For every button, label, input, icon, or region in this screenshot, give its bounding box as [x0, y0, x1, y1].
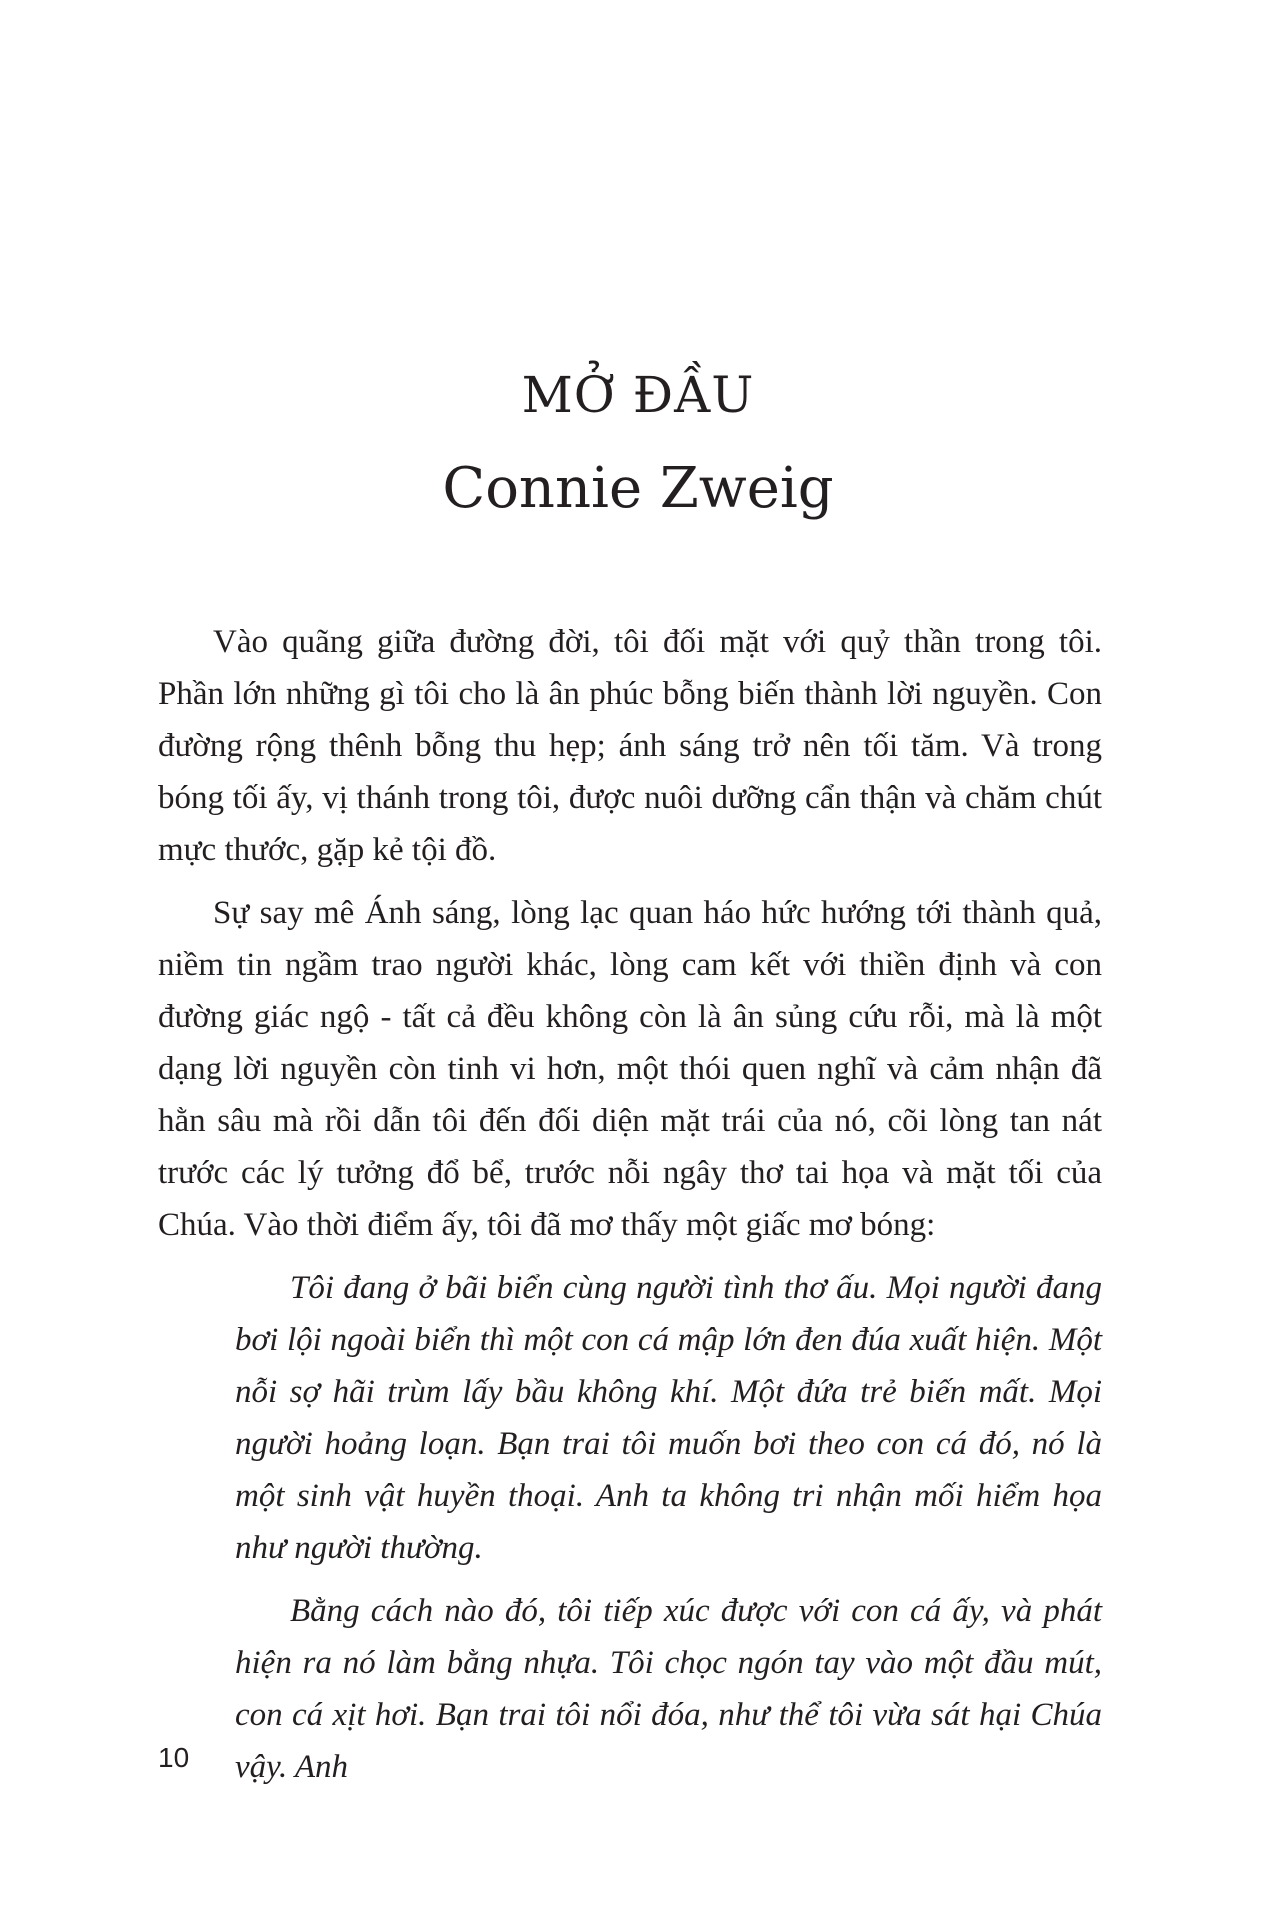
quote-paragraph: Bằng cách nào đó, tôi tiếp xúc được với con cá ấy, và phát hiện ra nó làm bằng nhựa. Tôi chọc ngón tay vào một đầu mút, con cá xịt hơi. Bạn trai tôi nổi đóa, như thể tôi vừa sát hại Chúa vậy. Anh [235, 1593, 1102, 1785]
dream-quote [235, 1262, 1102, 1793]
page-number: 10 [158, 1742, 190, 1773]
paragraph: Vào quãng giữa đường đời, tôi đối mặt với quỷ thần trong tôi. Phần lớn những gì tôi cho là ân phúc bỗng biến thành lời nguyền. Con đường rộng thênh bỗng thu hẹp; ánh sáng trở nên tối tăm. Và trong bóng tối ấy, vị thánh trong tôi, được nuôi dưỡng cẩn thận và chăm chút mực thước, gặp kẻ tội đồ. [158, 624, 1102, 868]
chapter-title: MỞ ĐẦU [521, 366, 755, 424]
chapter-author: Connie Zweig [442, 456, 834, 521]
quote-paragraph: Tôi đang ở bãi biển cùng người tình thơ ấu. Mọi người đang bơi lội ngoài biển thì một con cá mập lớn đen đúa xuất hiện. Một nỗi sợ hãi trùm lấy bầu không khí. Một đứa trẻ biến mất. Mọi người hoảng loạn. Bạn trai tôi muốn bơi theo con cá đó, nó là một sinh vật huyền thoại. Anh ta không tri nhận mối hiểm họa như người thường. [235, 1270, 1102, 1566]
body-text [158, 616, 1102, 1804]
paragraph: Sự say mê Ánh sáng, lòng lạc quan háo hức hướng tới thành quả, niềm tin ngầm trao người khác, lòng cam kết với thiền định và con đường giác ngộ - tất cả đều không còn là ân sủng cứu rỗi, mà là một dạng lời nguyền còn tinh vi hơn, một thói quen nghĩ và cảm nhận đã hằn sâu mà rồi dẫn tôi đến đối diện mặt trái của nó, cõi lòng tan nát trước các lý tưởng đổ bể, trước nỗi ngây thơ tai họa và mặt tối của Chúa. Vào thời điểm ấy, tôi đã mơ thấy một giấc mơ bóng: [158, 895, 1102, 1243]
